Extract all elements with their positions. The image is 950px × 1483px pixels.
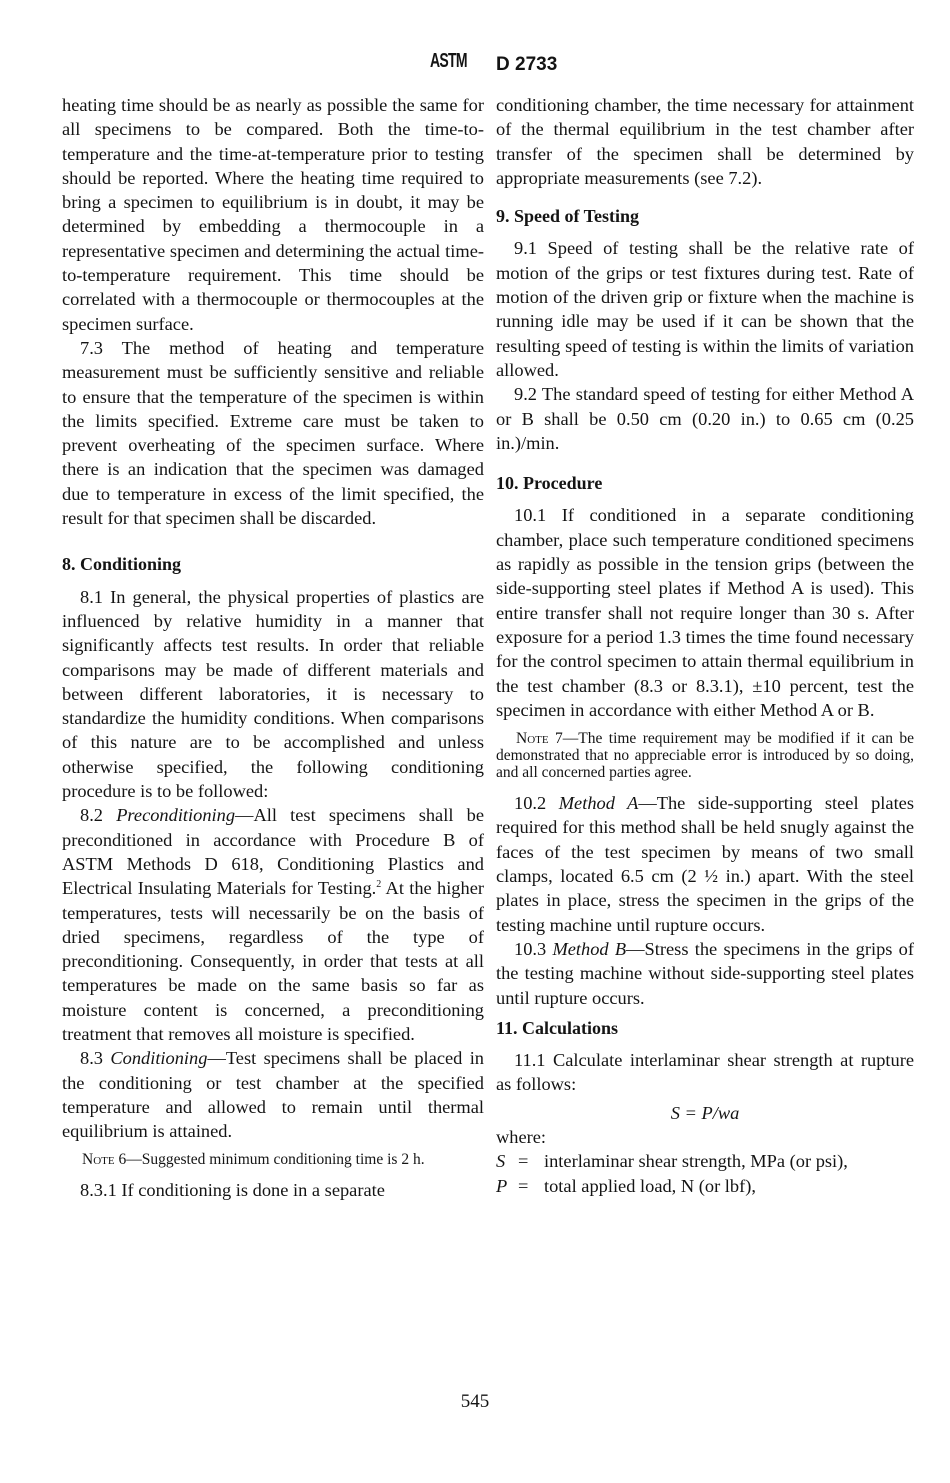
note-6 <box>62 1151 484 1168</box>
em-dash: — <box>626 938 645 959</box>
astm-logo: ASTM <box>430 50 467 72</box>
em-dash: — <box>207 1048 226 1069</box>
em-dash: — <box>235 805 254 826</box>
paragraph-title: Method A <box>558 793 639 814</box>
definition-text: interlaminar shear strength, MPa (or psi), <box>544 1151 848 1172</box>
note-7 <box>496 730 914 781</box>
em-dash: — <box>638 793 657 814</box>
paragraph-10-3 <box>496 937 914 1010</box>
note-text: —Suggested minimum conditioning time is 2 h. <box>126 1151 425 1169</box>
paragraph-title: Method B <box>552 938 627 959</box>
paragraph-text: All test specimens shall be preconditioned in accordance with Procedure B of ASTM Methods D 618, Conditioning Plastics and Electrical Insulating Materials for Testing. <box>62 805 484 899</box>
section-heading-calculations: 11. Calculations <box>496 1017 619 1038</box>
definition-s <box>496 1149 914 1173</box>
paragraph-8-2 <box>62 803 484 1046</box>
section-heading-speed-of-testing: 9. Speed of Testing <box>496 206 640 227</box>
page-number: 545 <box>460 1391 490 1412</box>
paragraph-number: 8.3 <box>80 1048 111 1069</box>
definition-symbol: P <box>496 1175 508 1196</box>
paragraph-10-2 <box>496 791 914 937</box>
paragraph-number: 10.2 <box>514 793 559 814</box>
paragraph-9-2: 9.2 The standard speed of testing for either Method A or B shall be 0.50 cm (0.20 in.) to 0.65 cm (0.25 in.)/min. <box>496 384 914 453</box>
paragraph-8-3-1: 8.3.1 If conditioning is done in a separate <box>80 1180 385 1201</box>
paragraph-10-1: 10.1 If conditioned in a separate conditioning chamber, place such temperature conditioned specimens as rapidly as possible in the tension grips (between the side-supporting steel plates if Method A is used). This entire transfer shall not require longer than 30 s. After exposure for a period 1.3 times the time found necessary for the control specimen to attain thermal equilibrium in the test chamber (8.3 or 8.3.1), ±10 percent, test the specimen in accordance with either Method A or B. <box>496 505 914 720</box>
note-label: Note 7 <box>516 730 563 748</box>
paragraph-8-1: 8.1 In general, the physical properties of plastics are influenced by relative humidity in a manner that significantly affects test results. In order that reliable comparisons may be made of different materials and between different laboratories, it is necessary to standardize the humidity conditions. When comparisons of this nature are to be accomplished and unless otherwise specified, the following conditioning procedure is to be followed: <box>62 586 484 802</box>
note-text: —The time requirement may be modified if it can be demonstrated that no appreciable error is introduced by so doing, and all concerned parties agree. <box>496 730 915 782</box>
paragraph-text: Stress the specimens in the grips of the testing machine without side-supporting steel plates until rupture occurs. <box>496 938 914 1008</box>
paragraph-title: Conditioning <box>110 1048 208 1069</box>
section-heading-conditioning: 8. Conditioning <box>62 554 182 575</box>
paragraph-title: Preconditioning <box>116 805 236 826</box>
definition-equals: = <box>518 1175 529 1196</box>
definition-symbol: S <box>496 1151 506 1172</box>
definition-text: total applied load, N (or lbf), <box>544 1175 756 1196</box>
standard-designation: D 2733 <box>496 54 558 75</box>
paragraph-continued: conditioning chamber, the time necessary for attainment of the thermal equilibrium in the test chamber after transfer of the specimen shall be determined by appropriate measurements (see 7.2). <box>496 95 914 188</box>
paragraph-number: 10.3 <box>514 938 553 959</box>
page-header <box>0 50 950 80</box>
note-label: Note 6 <box>82 1151 127 1169</box>
paragraph-text: At the higher temperatures, tests will necessarily be on the basis of dried specimens, regardless of the type of preconditioning. Consequently, in order that tests at all temperatures be made on the same basis so far as moisture content is concerned, a preconditioning treatment that removes all moisture is specified. <box>62 878 484 1044</box>
paragraph-continued: heating time should be as nearly as possible the same for all specimens to be compared. Both the time-to-temperature and the time-at-temperature prior to testing should be reported. Where the heating time required to bring a specimen to equilibrium is in doubt, it may be determined by embedding a thermocouple in a representative specimen and determining the actual time-to-temperature requirement. This time should be correlated with a thermocouple or thermocouples at the specimen surface. <box>62 95 484 334</box>
paragraph-number: 8.2 <box>80 805 117 826</box>
section-heading-procedure: 10. Procedure <box>496 473 603 494</box>
where-label: where: <box>496 1126 547 1147</box>
paragraph-7-3: 7.3 The method of heating and temperature measurement must be sufficiently sensitive and reliable to ensure that the temperature of the specimen is within the limits specified. Extreme care must be taken to prevent overheating of the specimen surface. Where there is an indication that the specimen was damaged due to temperature in excess of the limit specified, the result for that specimen shall be discarded. <box>62 337 484 529</box>
paragraph-text: Test specimens shall be placed in the conditioning or test chamber at the specified temperature and allowed to remain until thermal equilibrium is attained. <box>62 1048 485 1142</box>
right-column <box>496 93 914 1198</box>
definition-equals: = <box>518 1151 529 1172</box>
paragraph-text: The side-supporting steel plates required for this method shall be held snugly against the faces of the test specimen by means of two small clamps, located 6.5 cm (2 ½ in.) apart. With the steel plates in place, stress the specimen in the grips of the testing machine until rupture occurs. <box>496 793 914 935</box>
equation-shear-strength: S = P/wa <box>670 1102 740 1123</box>
definition-p <box>496 1174 914 1198</box>
left-column <box>62 93 484 1203</box>
paragraph-8-3 <box>62 1046 484 1143</box>
footnote-marker: 2 <box>376 879 382 891</box>
paragraph-9-1: 9.1 Speed of testing shall be the relative rate of motion of the grips or test fixtures during test. Rate of motion of the driven grip or fixture when the machine is running idle may be used if it can be shown that the resulting speed of testing is within the limits of variation allowed. <box>496 238 914 380</box>
paragraph-11-1: 11.1 Calculate interlaminar shear strength at rupture as follows: <box>496 1050 914 1095</box>
